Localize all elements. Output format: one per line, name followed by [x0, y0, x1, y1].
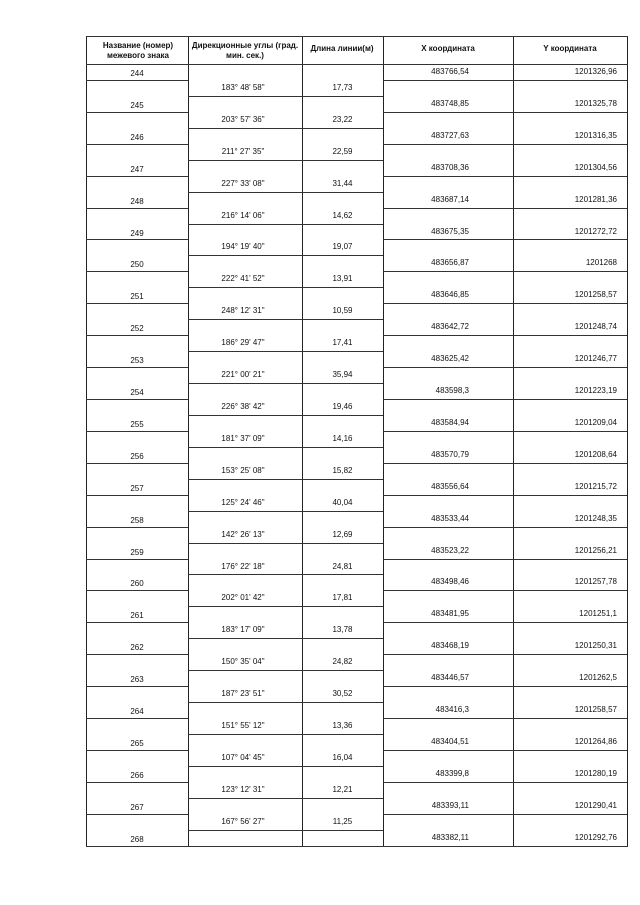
- x-coordinate: 483533,44: [431, 513, 469, 523]
- table-row-line: [86, 750, 188, 751]
- y-coordinate: 1201264,86: [574, 736, 617, 746]
- line-length: 10,59: [332, 306, 353, 316]
- x-coordinate: 483646,85: [431, 290, 469, 300]
- table-row-line: [86, 814, 188, 815]
- table-row-line: [383, 782, 627, 783]
- y-coordinate: 1201246,77: [574, 354, 617, 364]
- point-name: 247: [130, 164, 144, 174]
- table-row-line: [86, 431, 188, 432]
- table-row-line: [188, 830, 383, 831]
- direction-angle: 227° 33' 08": [221, 178, 265, 188]
- direction-angle: 181° 37' 09": [221, 433, 265, 443]
- table-row-line: [86, 112, 188, 113]
- table-row-line: [86, 559, 188, 560]
- direction-angle: 187° 23' 51": [221, 689, 265, 698]
- table-row-line: [383, 654, 627, 655]
- line-length: 24,81: [332, 561, 353, 571]
- x-coordinate: 483748,85: [431, 98, 469, 108]
- x-coordinate: 483675,35: [431, 226, 469, 236]
- line-length: 17,73: [332, 83, 353, 92]
- table-row-line: [86, 463, 188, 464]
- x-coordinate: 483727,63: [431, 130, 469, 140]
- y-coordinate: 1201316,35: [574, 130, 617, 140]
- table-row-line: [383, 176, 627, 177]
- table-row-line: [188, 192, 383, 193]
- table-column-line: [86, 36, 87, 846]
- direction-angle: 151° 55' 12": [221, 720, 265, 730]
- table-row-line: [86, 208, 188, 209]
- table-row-line: [86, 527, 188, 528]
- table-row-line: [188, 574, 383, 575]
- x-coordinate: 483570,79: [431, 449, 469, 459]
- table-row-line: [383, 718, 627, 719]
- table-row-line: [188, 670, 383, 671]
- x-coordinate: 483393,11: [431, 800, 469, 810]
- table-row-line: [86, 718, 188, 719]
- point-name: 267: [130, 802, 144, 812]
- point-name: 251: [130, 292, 144, 302]
- line-length: 16,04: [332, 752, 353, 762]
- x-coordinate: 483382,11: [431, 832, 469, 842]
- x-coordinate: 483399,8: [435, 768, 469, 778]
- table-row-line: [86, 399, 188, 400]
- table-row-line: [383, 367, 627, 368]
- direction-angle: 150° 35' 04": [221, 657, 265, 667]
- direction-angle: 202° 01' 42": [221, 593, 265, 603]
- y-coordinate: 1201325,78: [574, 98, 617, 108]
- line-length: 15,82: [332, 465, 353, 475]
- table-row-line: [383, 271, 627, 272]
- x-coordinate: 483656,87: [431, 258, 469, 268]
- point-name: 256: [130, 451, 144, 461]
- table-row-line: [383, 303, 627, 304]
- table-row-line: [188, 543, 383, 544]
- direction-angle: 123° 12' 31": [221, 784, 265, 794]
- y-coordinate: 1201215,72: [574, 481, 617, 491]
- y-coordinate: 1201292,76: [574, 832, 617, 842]
- x-coordinate: 483584,94: [431, 417, 469, 427]
- point-name: 262: [130, 643, 144, 653]
- y-coordinate: 1201250,31: [574, 641, 617, 651]
- table-row-line: [86, 239, 188, 240]
- table-row-line: [383, 559, 627, 560]
- direction-angle: 186° 29' 47": [221, 338, 265, 348]
- table-row-line: [188, 383, 383, 384]
- table-row-line: [188, 224, 383, 225]
- x-coordinate: 483404,51: [431, 736, 469, 746]
- line-length: 19,46: [332, 401, 353, 411]
- table-row-line: [188, 638, 383, 639]
- x-coordinate: 483556,64: [431, 481, 469, 491]
- direction-angle: 248° 12' 31": [221, 306, 265, 316]
- table-row-line: [86, 335, 188, 336]
- table-column-line: [383, 36, 384, 846]
- table-row-line: [383, 814, 627, 815]
- direction-angle: 194° 19' 40": [221, 242, 265, 252]
- table-row-line: [188, 255, 383, 256]
- table-row-line: [188, 351, 383, 352]
- point-name: 253: [130, 356, 144, 366]
- table-row-line: [188, 511, 383, 512]
- line-length: 31,44: [332, 178, 353, 188]
- y-coordinate: 1201223,19: [574, 386, 617, 395]
- point-name: 246: [130, 132, 144, 142]
- point-name: 258: [130, 515, 144, 525]
- line-length: 12,69: [332, 529, 353, 539]
- header-angle: Дирекционные углы (град. мин. сек.): [191, 41, 299, 60]
- table-row-line: [188, 479, 383, 480]
- direction-angle: 142° 26' 13": [221, 529, 265, 539]
- line-length: 17,81: [332, 593, 353, 603]
- point-name: 254: [130, 388, 144, 397]
- point-name: 268: [130, 834, 144, 844]
- x-coordinate: 483498,46: [431, 577, 469, 587]
- y-coordinate: 1201248,74: [574, 322, 617, 332]
- table-row-line: [188, 606, 383, 607]
- table-row-line: [383, 495, 627, 496]
- point-name: 265: [130, 738, 144, 748]
- header-length: Длина линии(м): [310, 44, 374, 53]
- direction-angle: 216° 14' 06": [221, 210, 265, 220]
- table-row-line: [86, 590, 188, 591]
- y-coordinate: 1201268: [585, 258, 617, 268]
- table-row-line: [86, 367, 188, 368]
- point-name: 264: [130, 707, 144, 716]
- table-row-line: [383, 463, 627, 464]
- table-row-line: [188, 415, 383, 416]
- y-coordinate: 1201262,5: [579, 673, 617, 683]
- y-coordinate: 1201304,56: [574, 162, 617, 172]
- table-row-line: [383, 208, 627, 209]
- table-row-line: [86, 176, 188, 177]
- line-length: 13,36: [332, 720, 353, 730]
- y-coordinate: 1201251,1: [579, 609, 617, 619]
- table-row-line: [86, 144, 188, 145]
- table-row-line: [86, 36, 628, 37]
- point-name: 245: [130, 100, 144, 110]
- line-length: 22,59: [332, 146, 353, 156]
- table-row-line: [383, 590, 627, 591]
- direction-angle: 183° 48' 58": [221, 83, 265, 92]
- point-name: 266: [130, 770, 144, 780]
- point-name: 260: [130, 579, 144, 589]
- table-row-line: [383, 431, 627, 432]
- point-name: 257: [130, 483, 144, 493]
- x-coordinate: 483766,54: [431, 67, 469, 76]
- table-row-line: [86, 686, 188, 687]
- table-row-line: [86, 271, 188, 272]
- table-row-line: [383, 750, 627, 751]
- table-row-line: [86, 64, 628, 65]
- point-name: 255: [130, 419, 144, 429]
- direction-angle: 222° 41' 52": [221, 274, 265, 284]
- point-name: 249: [130, 228, 144, 238]
- y-coordinate: 1201272,72: [574, 226, 617, 236]
- line-length: 24,82: [332, 657, 353, 667]
- x-coordinate: 483687,14: [431, 194, 469, 204]
- table-row-line: [383, 335, 627, 336]
- direction-angle: 125° 24' 46": [221, 497, 265, 507]
- direction-angle: 183° 17' 09": [221, 625, 265, 635]
- table-row-line: [86, 622, 188, 623]
- table-row-line: [86, 782, 188, 783]
- table-row-line: [383, 239, 627, 240]
- y-coordinate: 1201248,35: [574, 513, 617, 523]
- table-row-line: [383, 399, 627, 400]
- direction-angle: 107° 04' 45": [221, 752, 265, 762]
- point-name: 250: [130, 260, 144, 270]
- table-row-line: [383, 80, 627, 81]
- table-row-line: [86, 303, 188, 304]
- point-name: 259: [130, 547, 144, 557]
- y-coordinate: 1201290,41: [574, 800, 617, 810]
- x-coordinate: 483481,95: [431, 609, 469, 619]
- table-row-line: [188, 766, 383, 767]
- table-row-line: [188, 447, 383, 448]
- direction-angle: 176° 22' 18": [221, 561, 265, 571]
- table-row-line: [188, 734, 383, 735]
- table-row-line: [188, 319, 383, 320]
- table-row-line: [86, 846, 628, 847]
- line-length: 13,78: [332, 625, 353, 635]
- line-length: 19,07: [332, 242, 353, 252]
- point-name: 252: [130, 324, 144, 334]
- table-row-line: [383, 527, 627, 528]
- table-row-line: [86, 654, 188, 655]
- line-length: 40,04: [332, 497, 353, 507]
- table-row-line: [188, 798, 383, 799]
- line-length: 13,91: [332, 274, 353, 284]
- table-row-line: [188, 287, 383, 288]
- y-coordinate: 1201256,21: [574, 545, 617, 555]
- direction-angle: 221° 00' 21": [221, 370, 265, 380]
- table-row-line: [86, 495, 188, 496]
- line-length: 17,41: [332, 338, 353, 348]
- line-length: 30,52: [332, 689, 353, 698]
- x-coordinate: 483708,36: [431, 162, 469, 172]
- x-coordinate: 483523,22: [431, 545, 469, 555]
- direction-angle: 203° 57' 36": [221, 114, 265, 124]
- table-column-line: [627, 36, 628, 846]
- x-coordinate: 483642,72: [431, 322, 469, 332]
- y-coordinate: 1201326,96: [574, 67, 617, 76]
- x-coordinate: 483446,57: [431, 673, 469, 683]
- table-row-line: [188, 160, 383, 161]
- header-y: Y координата: [543, 44, 597, 53]
- direction-angle: 211° 27' 35": [221, 146, 265, 156]
- line-length: 12,21: [332, 784, 353, 794]
- line-length: 11,25: [332, 816, 353, 826]
- table-row-line: [86, 80, 188, 81]
- table-row-line: [383, 622, 627, 623]
- point-name: 263: [130, 675, 144, 685]
- table-row-line: [188, 702, 383, 703]
- point-name: 244: [130, 69, 144, 78]
- direction-angle: 167° 56' 27": [221, 816, 265, 826]
- y-coordinate: 1201208,64: [574, 449, 617, 459]
- direction-angle: 226° 38' 42": [221, 401, 265, 411]
- direction-angle: 153° 25' 08": [221, 465, 265, 475]
- point-name: 261: [130, 611, 144, 621]
- x-coordinate: 483468,19: [431, 641, 469, 651]
- table-row-line: [383, 144, 627, 145]
- header-x: X координата: [421, 44, 475, 53]
- line-length: 14,16: [332, 433, 353, 443]
- y-coordinate: 1201257,78: [574, 577, 617, 587]
- y-coordinate: 1201258,57: [574, 705, 617, 714]
- x-coordinate: 483416,3: [435, 705, 469, 714]
- y-coordinate: 1201280,19: [574, 768, 617, 778]
- header-name: Название (номер) межевого знака: [102, 41, 174, 60]
- y-coordinate: 1201209,04: [574, 417, 617, 427]
- point-name: 248: [130, 196, 144, 206]
- line-length: 23,22: [332, 114, 353, 124]
- table-column-line: [513, 36, 514, 846]
- x-coordinate: 483598,3: [435, 386, 469, 395]
- x-coordinate: 483625,42: [431, 354, 469, 364]
- y-coordinate: 1201281,36: [574, 194, 617, 204]
- table-row-line: [188, 96, 383, 97]
- table-row-line: [383, 686, 627, 687]
- table-row-line: [383, 112, 627, 113]
- table-row-line: [188, 128, 383, 129]
- y-coordinate: 1201258,57: [574, 290, 617, 300]
- line-length: 35,94: [332, 370, 353, 380]
- line-length: 14,62: [332, 210, 353, 220]
